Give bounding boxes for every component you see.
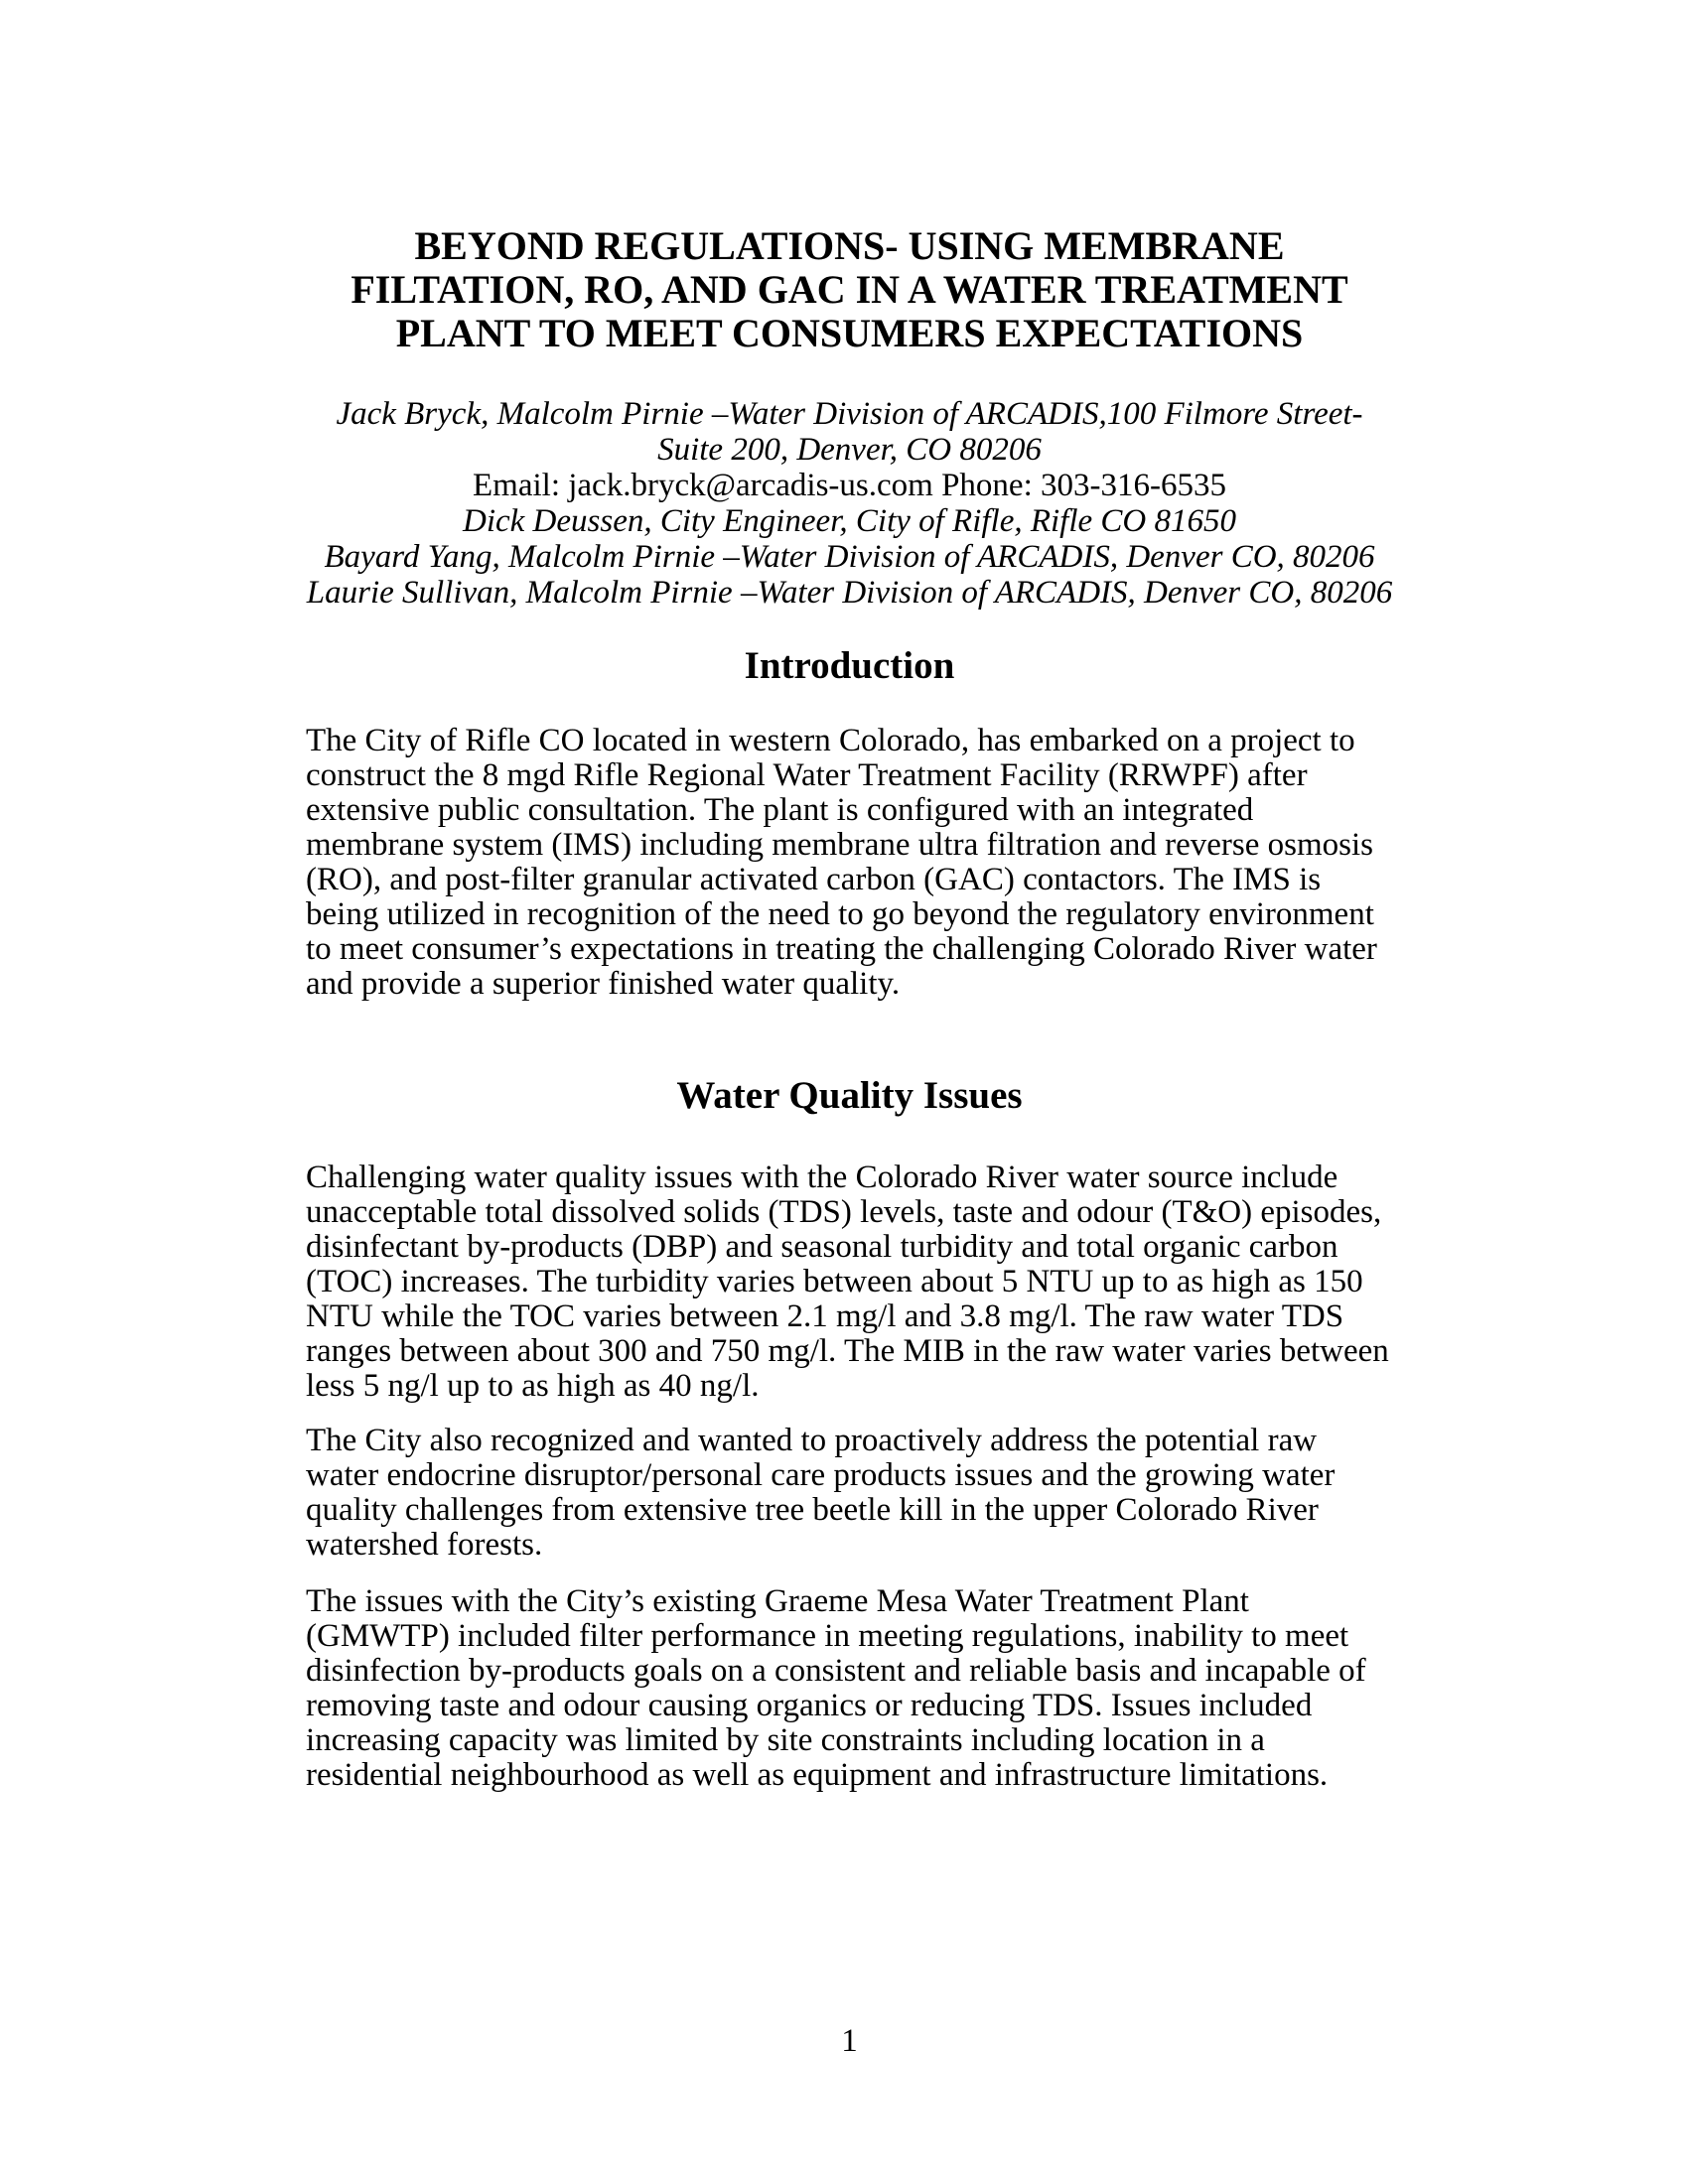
author-line-3: Bayard Yang, Malcolm Pirnie –Water Division of ARCADIS, Denver CO, 80206 <box>324 539 1375 575</box>
author-contact-line: Email: jack.bryck@arcadis-us.com Phone: 303-316-6535 <box>473 468 1226 503</box>
paper-title: BEYOND REGULATIONS- USING MEMBRANE FILTATION, RO, AND GAC IN A WATER TREATMENT PLANT TO MEET CONSUMERS EXPECTATIONS <box>351 223 1348 355</box>
paragraph-introduction: The City of Rifle CO located in western Colorado, has embarked on a project to construct the 8 mgd Rifle Regional Water Treatment Facility (RRWPF) after extensive public consultation. The plant is configured with an integrated membrane system (IMS) including membrane ultra filtration and reverse osmosis (RO), and post-filter granular activated carbon (GAC) contactors. The IMS is being utilized in recognition of the need to go beyond the regulatory environment to meet consumer’s expectations in treating the challenging Colorado River water and provide a superior finished water quality. <box>306 723 1377 1002</box>
section-heading-introduction: Introduction <box>744 644 955 687</box>
author-line-4: Laurie Sullivan, Malcolm Pirnie –Water Division of ARCADIS, Denver CO, 80206 <box>306 575 1393 611</box>
page-content <box>306 0 1393 1793</box>
paragraph-water-quality-2: The City also recognized and wanted to proactively address the potential raw water endocrine disruptor/personal care products issues and the growing water quality challenges from extensive tree beetle kill in the upper Colorado River watershed forests. <box>306 1423 1336 1563</box>
paragraph-water-quality-1: Challenging water quality issues with the Colorado River water source include unacceptable total dissolved solids (TDS) levels, taste and odour (T&O) episodes, disinfectant by-products (DBP) and seasonal turbidity and total organic carbon (TOC) increases. The turbidity varies between about 5 NTU up to as high as 150 NTU while the TOC varies between 2.1 mg/l and 3.8 mg/l. The raw water TDS ranges between about 300 and 750 mg/l. The MIB in the raw water varies between less 5 ng/l up to as high as 40 ng/l. <box>306 1160 1389 1404</box>
author-block <box>306 396 1393 611</box>
author-line-1: Jack Bryck, Malcolm Pirnie –Water Division of ARCADIS,100 Filmore Street-Suite 200, Denver, CO 80206 <box>336 396 1363 468</box>
page-number: 1 <box>841 2023 858 2059</box>
author-line-2: Dick Deussen, City Engineer, City of Rifle, Rifle CO 81650 <box>462 503 1237 539</box>
section-heading-water-quality-issues: Water Quality Issues <box>676 1074 1023 1117</box>
paragraph-water-quality-3: The issues with the City’s existing Graeme Mesa Water Treatment Plant (GMWTP) included filter performance in meeting regulations, inability to meet disinfection by-products goals on a consistent and reliable basis and incapable of removing taste and odour causing organics or reducing TDS. Issues included increasing capacity was limited by site constraints including location in a residential neighbourhood as well as equipment and infrastructure limitations. <box>306 1583 1366 1793</box>
